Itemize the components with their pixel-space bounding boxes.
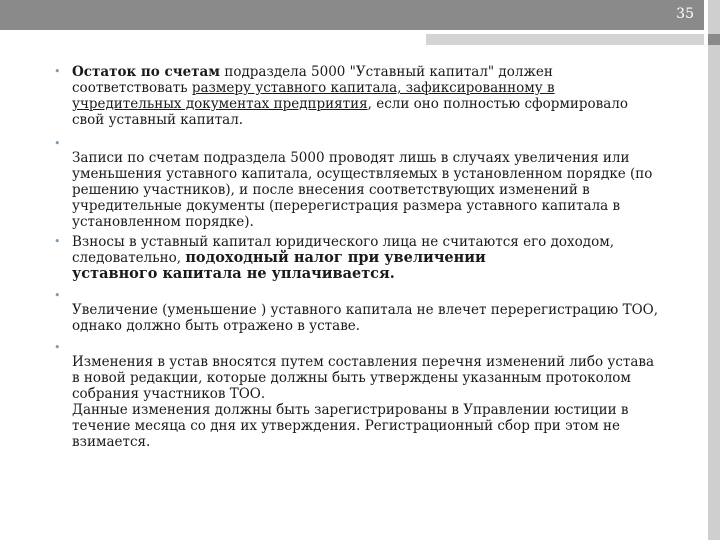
bullet-icon: • [54, 341, 61, 354]
text-segment: , если оно полностью сформировало свой уставный капитал. [72, 96, 628, 128]
side-bar [708, 0, 720, 540]
list-item [54, 234, 664, 282]
underlined-text: размеру уставного капитала, зафиксированному в учредительных документах предприятия [72, 80, 555, 112]
item-text [72, 64, 664, 128]
bullet-icon: • [54, 235, 61, 248]
list-item [54, 136, 664, 230]
bold-lead: Остаток по счетам [72, 64, 221, 80]
text-segment: Данные изменения должны быть зарегистрированы в Управлении юстиции в течение месяца со дня их утверждения. Регистрационный сбор при этом не взимается. [72, 402, 629, 450]
side-bar-accent [708, 34, 720, 45]
header-accent-bar [426, 34, 704, 45]
bullet-icon: • [54, 65, 61, 78]
page-number: 35 [676, 6, 694, 22]
item-text: Записи по счетам подраздела 5000 проводят лишь в случаях увеличения или уменьшения уставного капитала, осуществляемых в установленном порядке (по решению участников), и после внесения соответствующих изменений в учредительные документы (перерегистрация размера уставного капитала в установленном порядке). [72, 150, 653, 230]
text-segment: Взносы в уставный капитал юридического лица не считаются его доходом, следовательно, [72, 234, 615, 266]
item-text [72, 340, 664, 450]
header-bar [0, 0, 704, 30]
bold-text: уставного капитала не уплачивается. [72, 265, 395, 282]
item-text: Увеличение (уменьшение ) уставного капитала не влечет перерегистрацию ТОО, однако должно быть отражено в уставе. [72, 302, 658, 334]
list-item [54, 64, 664, 128]
list-item [54, 288, 664, 334]
text-segment: Изменения в устав вносятся путем составления перечня изменений либо устава в новой редакции, которые должны быть утверждены указанным протоколом собрания участников ТОО. [72, 354, 655, 402]
list-item [54, 340, 664, 450]
slide-content [54, 64, 664, 450]
bullet-icon: • [54, 137, 61, 150]
bullet-icon: • [54, 289, 61, 302]
bold-text: подоходный налог при увеличении [185, 249, 486, 266]
item-text [72, 234, 664, 282]
text-segment: подраздела 5000 "Уставный капитал" должен соответствовать [72, 64, 553, 96]
